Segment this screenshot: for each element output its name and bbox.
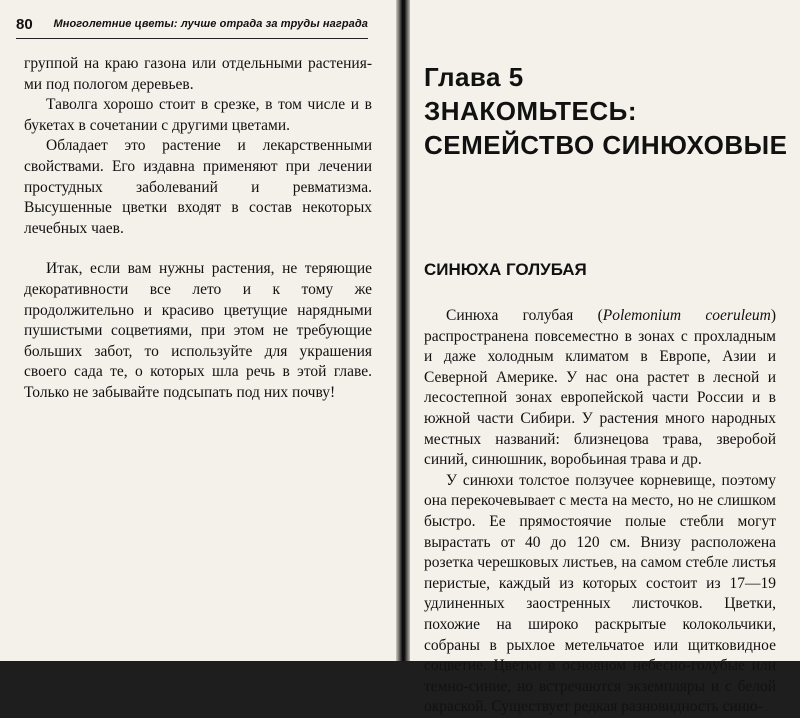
right-page	[410, 0, 800, 716]
left-paragraph-2: Таволга хорошо стоит в срезке, в том числе и в букетах в сочетании с другими цветами.	[24, 96, 372, 134]
left-paragraph-3: Обладает это растение и лекарственными свойствами. Его издавна применяют при лечении простудных заболеваний и ревматизма. Высушенные цветки входят в состав некоторых лечебных чаев.	[24, 137, 372, 237]
section-title: СИНЮХА ГОЛУБАЯ	[424, 260, 587, 279]
paragraph-1-rest: ) распространена повсеместно в зонах с прохладным и даже холодным климатом в Европе, Азии и Северной Америке. У нас она растет в лесной и лесостепной зонах европейской части России и в южной части Сибири. У растения много народных местных названий: близнецова трава, зверобой синий, синюшник, воробьиная трава и др.	[424, 307, 776, 469]
chapter-number: Глава 5	[424, 62, 524, 92]
page-number: 80	[16, 16, 33, 33]
chapter-title-line-1: ЗНАКОМЬТЕСЬ:	[424, 96, 637, 126]
paragraph-1-start: Синюха голубая (	[446, 307, 603, 324]
running-head	[16, 16, 368, 39]
left-page	[0, 0, 398, 661]
chapter-title	[424, 60, 788, 162]
latin-name: Polemonium coeruleum	[602, 307, 771, 324]
chapter-title-line-2: СЕМЕЙСТВО СИНЮХОВЫЕ	[424, 130, 788, 160]
right-paragraph-2: У синюхи толстое ползучее корневище, поэтому она перекочевывает с места на место, но не слишком быстро. Ее прямостоячие полые стебли могут вырастать от 40 до 120 см. Внизу расположена розетка черешковых листьев, на самом стебле листья перистые, каждый из которых состоит из 17—19 удлиненных заостренных листочков. Цветки, похожие на широко раскрытые колокольчики, собраны в рыхлое метельчатое или щитковидное соцветие. Цветки в основном небесно-голубые или темно-синие, но встречаются экземпляры и с белой окраской. Существует редкая разновидность синю-	[424, 471, 776, 716]
left-paragraph-4: Итак, если вам нужны растения, не теряющие декоративности все лето и к тому же продолжительно и красиво цветущие нарядными пушистыми соцветиями, при этом не требующие больших забот, то используйте для украшения своего сада те, о которых шла речь в этой главе. Только не забывайте подсыпать под них почву!	[24, 260, 372, 401]
right-paragraph-1	[424, 306, 776, 471]
left-body-text	[24, 54, 372, 404]
running-head-title: Многолетние цветы: лучше отрада за труды награда	[53, 18, 368, 30]
book-gutter	[396, 0, 410, 661]
left-paragraph-1: группой на краю газона или отдельными растения-ми под пологом деревьев.	[24, 55, 372, 93]
right-body-text	[424, 306, 776, 718]
